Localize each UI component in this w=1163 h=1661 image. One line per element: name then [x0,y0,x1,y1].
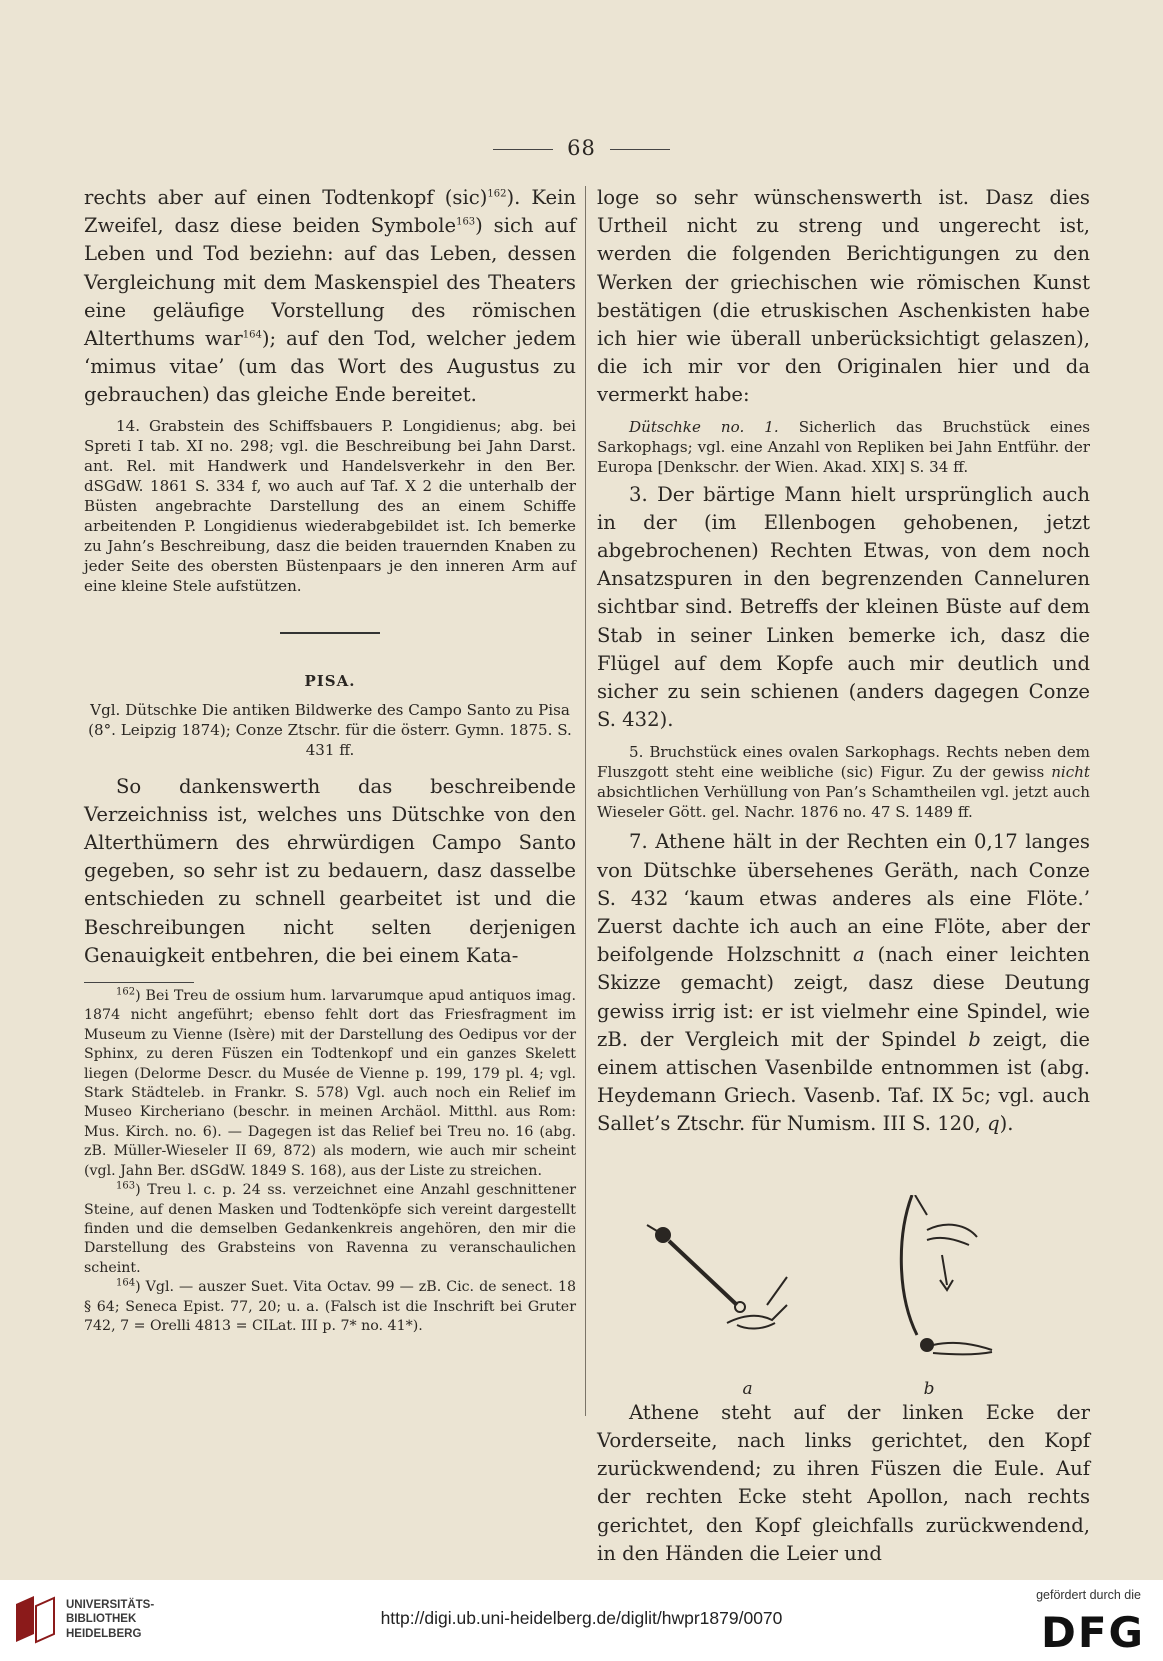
dfg-logo: DFG [1040,1608,1145,1657]
text: ) Vgl. — auszer Suet. Vita Octav. 99 — zB. Cic. de senect. 18 § 64; Seneca Epist. 77, 20; u. a. (Falsch ist die Inschrift bei Gruter 742, 7 = Orelli 4813 = CILat. III p. 7* no. 41*). [84,1279,576,1334]
entry-5 [597,742,1090,822]
text: b [968,1027,981,1051]
text: 5. Bruchstück eines ovalen Sarkophags. Rechts neben dem Fluszgott steht eine weibliche (sic) Figur. Zu der gewiss [597,743,1090,782]
text: ) Treu l. c. p. 24 ss. verzeichnet eine Anzahl geschnittener Steine, auf denen Masken und Todtenköpfe sich vereint dargestellt finden und die demselben Gedankenkreis angehören, den mir die Darstellung des Grabsteins von Ravenna zu veranschaulichen scheint. [84,1182,576,1276]
text: zeigt, die einem attischen Vasenbilde entnommen ist (abg. Heydemann Griech. Vasenb. Taf. IX 5c; vgl. auch Sallet’s Ztschr. für Numism. III S. 120, [597,1027,1090,1136]
text: nicht [1051,763,1090,782]
woodcut-figure [597,1195,1090,1399]
footnote-ref-162[interactable]: 162 [487,188,507,200]
left-paragraph-pisa: So dankenswerth das beschreibende Verzeichniss ist, welches uns Dütschke von den Alterthümern des ehrwürdigen Campo Santo gegeben, so sehr ist zu bedauern, dasz dasselbe entschieden zu schnell gearbeitet ist und die Beschreibungen nicht selten derjenigen Genauigkeit entbehren, die bei einem Kata- [84,774,576,967]
text: rechts aber auf einen Todtenkopf (sic) [84,186,488,209]
text: ). [999,1112,1014,1136]
footnote-163 [84,1181,576,1278]
text: ) Bei Treu de ossium hum. larvarumque apud antiquos imag. 1874 nicht angeführt; ebenso fehlt dort das Friesfragment im Museum zu Vienne (Isère) mit der Darstellung des Oedipus vor der Sphinx, zu deren Füszen ein Todtenkopf und ein ganzes Skelett liegen (Delorme Descr. du Musée de Vienne p. 199, 179 pl. 4; vgl. Stark Städteleb. in Frankr. S. 578) Vgl. auch noch ein Relief im Museo Kircheriano (beschr. in meinen Archäol. Mitthl. aus Rom: Mus. Kirch. no. 6). — Dagegen ist das Relief bei Treu no. 16 (abg. zB. Müller-Wieseler II 69, 872) als modern, wie auch mir scheint (vgl. Jahn Ber. dSGdW. 1849 S. 168), aus der Liste zu streichen. [84,988,576,1179]
figure-label-b: b [923,1378,935,1399]
footnote-164 [84,1278,576,1336]
entry-3: 3. Der bärtige Mann hielt ursprünglich auch in der (im Ellenbogen gehobenen, jetzt abgebrochenen) Rechten Etwas, von dem noch Ansatzspuren in den begrenzenden Canneluren sichtbar sind. Betreffs der kleinen Büste auf dem Stab in seiner Linken bemerke ich, dasz die Flügel auf dem Kopfe auch mir deutlich und sicher zu sein schienen (anders dagegen Conze S. 432). [597,482,1090,732]
source-url-link[interactable]: http://digi.ub.uni-heidelberg.de/diglit/hwpr1879/0070 [380,1608,783,1628]
text: Dütschke no. 1. [629,417,779,436]
left-paragraph-1 [84,184,576,410]
text: a [853,943,865,967]
column-divider [585,186,586,1416]
text: (nach einer leichten Skizze gemacht) zeigt, dasz diese Deutung gewiss irrig ist: er ist vielmehr eine Spindel, wie zB. der Vergleich mit der Spindel [597,943,1090,1051]
text: ). Kein Zweifel, dasz diese beiden Symbole [84,186,576,238]
footnote-ref-163[interactable]: 163 [456,216,476,228]
right-column [597,184,1090,1568]
text: q [987,1112,1000,1136]
funding-note: gefördert durch die [1036,1588,1141,1602]
section-rule [280,632,380,634]
section-heading: PISA. [304,671,356,690]
footnote-mark: 163 [116,1180,136,1192]
right-paragraph-1: loge so sehr wünschenswerth ist. Dasz dies Urtheil nicht zu streng und ungerecht ist, werden die folgenden Berichtigungen zu den Werken der griechischen wie römischen Kunst bestätigen (die etruskischen Aschenkisten habe ich hier wie überall unberücksichtigt gelaszen), die ich mir vor den Originalen hier und da vermerkt habe: [597,186,1090,407]
footnote-mark: 162 [116,986,136,998]
library-name-line-2: BIBLIOTHEK [66,1613,137,1626]
footnote-ref-164[interactable]: 164 [242,329,262,341]
library-name-line-1: UNIVERSITÄTS- [66,1599,155,1611]
text: 7. Athene hält in der Rechten ein 0,17 langes von Dütschke übersehenes Geräth, nach Conze S. 432 ‘kaum etwas anderes als eine Flöte.’ Zuerst dachte ich auch an eine Flöte, aber der beifolgende Holzschnitt [597,830,1090,967]
footer-bar [0,1580,1163,1661]
entry-7 [597,828,1090,1138]
entry-14: 14. Grabstein des Schiffsbauers P. Longidienus; abg. bei Spreti I tab. XI no. 298; vgl. die Beschreibung bei Jahn Darst. ant. Rel. mit Handwerk und Handelsverkehr in den Ber. dSGdW. 1861 S. 334 f, wo auch auf Taf. X 2 die unterhalb der Büsten angebrachte Darstellung des an einem Schiffe arbeitenden P. Longidienus wiederabgebildet ist. Ich bemerke zu Jahn’s Beschreibung, dasz die beiden trauernden Knaben zu jeder Seite des obersten Büstenpaars je den inneren Arm auf eine kleine Stele aufstützen. [84,416,576,595]
figure-label-a: a [742,1378,753,1399]
library-name-line-3: HEIDELBERG [66,1627,142,1640]
footnote-mark: 164 [116,1277,136,1289]
entry-1 [597,417,1090,477]
page-number: 68 [0,136,1163,160]
text: ); auf den Tod, welcher jedem ‘mimus vitae’ (um das Wort des Augustus zu gebrauchen) das gleiche Ende bereitet. [84,327,576,407]
footnote-rule [84,982,194,983]
bibliography-ref: Vgl. Dütschke Die antiken Bildwerke des Campo Santo zu Pisa (8°. Leipzig 1874); Conze Ztschr. für die österr. Gymn. 1875. S. 431 ff. [88,700,572,759]
footnote-162 [84,987,576,1181]
text: ) sich auf Leben und Tod beziehn: auf das Leben, dessen Vergleichung mit dem Maskenspiel des Theaters eine geläufige Vorstellung des römischen Alterthums war [84,214,576,351]
text: Sicherlich das Bruchstück eines Sarkophags; vgl. eine Anzahl von Repliken bei Jahn Entführ. der Europa [Denkschr. der Wien. Akad. XIX] S. 34 ff. [597,417,1090,476]
figure-labels [597,1379,1090,1399]
left-column [84,184,576,1336]
text: absichtlichen Verhüllung von Pan’s Schamtheilen vgl. jetzt auch Wieseler Gött. gel. Nachr. 1876 no. 47 S. 1489 ff. [597,783,1090,822]
right-paragraph-athene: Athene steht auf der linken Ecke der Vorderseite, nach links gerichtet, den Kopf zurückwendend; zu ihren Füszen die Eule. Auf der rechten Ecke steht Apollon, nach rechts gerichtet, den Kopf gleichfalls zurückwendend, in den Händen die Leier und [597,1400,1090,1565]
spindle-illustration [597,1195,1090,1375]
